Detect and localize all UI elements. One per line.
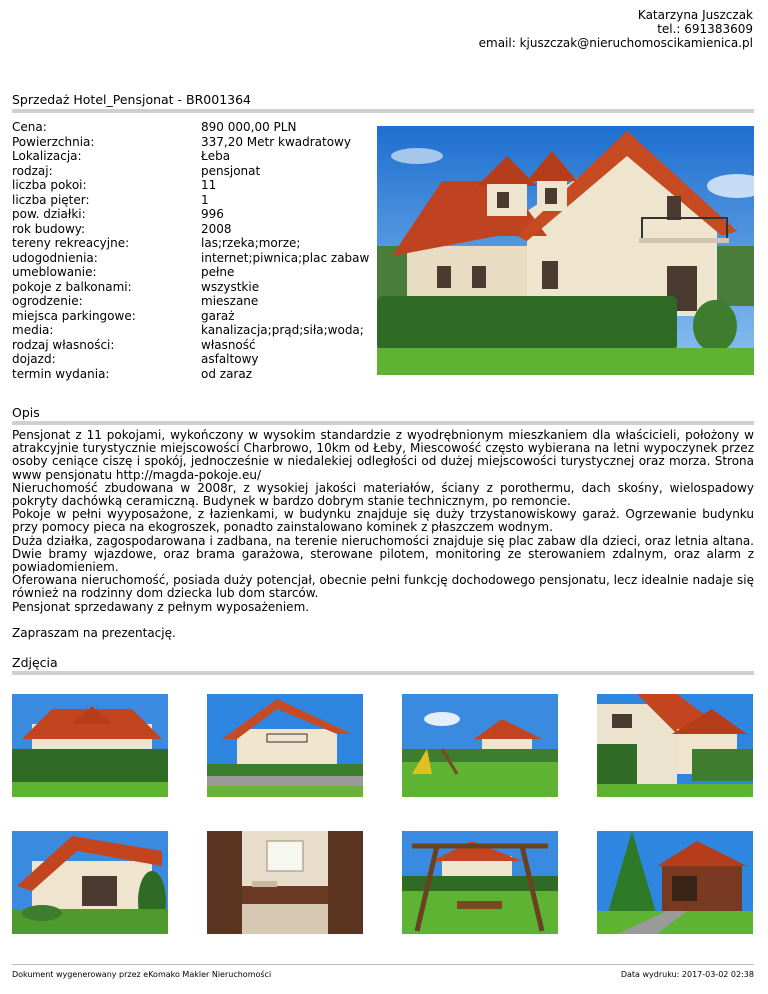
description-divider [12,421,754,425]
playground-image [402,694,558,797]
main-photo [377,126,754,375]
detail-label: rok budowy: [12,221,86,236]
footer-divider [12,964,754,965]
description-body [12,429,754,640]
detail-value: mieszane [201,294,259,308]
detail-label: Powierzchnia: [12,134,95,149]
detail-label: miejsca parkingowe: [12,308,136,323]
detail-label: umeblowanie: [12,265,97,279]
garden-swing-image [402,831,558,934]
detail-row [12,207,377,222]
detail-value: kanalizacja;prąd;siła;woda; [201,323,364,337]
photo-thumbnail[interactable] [12,831,168,934]
house-facade-image [207,694,363,797]
detail-row [12,280,377,295]
description-paragraph: Pensjonat sprzedawany z pełnym wyposażeniem. [12,599,310,614]
detail-row [12,164,377,179]
detail-label: liczba pięter: [12,192,90,207]
detail-row [12,309,377,324]
description-paragraph: Oferowana nieruchomość, posiada duży potencjał, obecnie pełni funkcję dochodowego pensjonatu, lecz idealnie nadaje się również na rodzinny dom dziecka lub dom starców. [12,573,754,601]
description-paragraph: Pokoje w pełni wyyposażone, z łazienkami, w budynku znajduje się duży trzystanowiskowy garaż. Ogrzewanie budynku przy pomocy pieca na ekogroszek, ponadto zainstalowano kominek z płaszczem wodnym. [12,507,754,535]
detail-label: rodzaj: [12,163,53,178]
detail-row [12,236,377,251]
detail-value: pełne [201,265,235,279]
listing-details [12,120,377,381]
detail-label: tereny rekreacyjne: [12,236,130,250]
detail-value: Łeba [201,149,231,163]
detail-label: pow. działki: [12,207,86,221]
footer-print-date: Data wydruku: 2017-03-02 02:38 [620,970,754,979]
agent-contact [479,8,753,50]
house-front-image [12,694,168,797]
description-paragraph: Duża działka, zagospodarowana i zadbana, na terenie nieruchomości znajduje się plac zabaw dla dzieci, oraz letnia altana. Dwie bramy wjazdowe, oraz brama garażowa, sterowane pilotem, monitoring ze sterowaniem zdalnym, oraz alarm z powiadomieniem. [12,533,754,575]
house-photo-image [377,126,754,375]
house-garden-image [12,831,168,934]
photo-thumbnail[interactable] [402,831,558,934]
photo-thumbnail[interactable] [207,831,363,934]
detail-row [12,178,377,193]
detail-value: 2008 [201,221,232,236]
listing-title: Sprzedaż Hotel_Pensjonat - BR001364 [12,92,252,107]
detail-row [12,352,377,367]
detail-row [12,149,377,164]
photos-title: Zdjęcia [12,655,58,670]
agent-email: email: kjuszczak@nieruchomoscikamienica.pl [478,36,753,50]
kitchen-image [207,831,363,934]
detail-label: pokoje z balkonami: [12,279,132,294]
photos-divider [12,671,754,675]
photo-thumbnail[interactable] [597,694,753,797]
detail-value: internet;piwnica;plac zabaw [201,250,370,265]
detail-row [12,251,377,266]
photo-thumbnail[interactable] [207,694,363,797]
detail-row [12,193,377,208]
detail-value: asfaltowy [201,352,259,366]
detail-label: Cena: [12,120,47,134]
footer-generated-by: Dokument wygenerowany przez eKomako Makler Nieruchomości [12,970,272,979]
detail-value: własność [201,337,256,352]
detail-value: 337,20 Metr kwadratowy [201,134,351,149]
detail-value: 11 [201,178,217,192]
detail-label: media: [12,323,54,337]
detail-value: 890 000,00 PLN [201,120,297,134]
detail-row [12,222,377,237]
description-closing: Zapraszam na prezentację. [12,625,176,640]
description-paragraph: Pensjonat z 11 pokojami, wykończony w wysokim standardzie z wyodrębnionym mieszkaniem dla właścicieli, położony w atrakcyjnie turystycznie miejscowości Charbrowo, 10km od Łeby, Miescowość często wybierana na letni wypoczynek przez osoby ceniące ciszę i spokój, jednocześnie w niedalekiej odległości od dużej miejscowości turystycznej oraz morza. Strona www pensjonatu http://magda-pokoje.eu/ [12,428,754,482]
detail-label: termin wydania: [12,366,110,381]
detail-label: rodzaj własności: [12,337,115,352]
photo-thumbnail[interactable] [12,694,168,797]
detail-row [12,265,377,280]
detail-label: udogodnienia: [12,250,98,265]
detail-row [12,120,377,135]
detail-label: ogrodzenie: [12,294,83,308]
agent-name: Katarzyna Juszczak [637,8,753,22]
garden-gazebo-image [597,831,753,934]
detail-row [12,294,377,309]
detail-row [12,323,377,338]
photo-gallery [12,694,754,934]
photo-thumbnail[interactable] [597,831,753,934]
detail-row [12,135,377,150]
detail-value: 1 [201,192,209,207]
detail-value: garaż [201,308,235,323]
detail-label: dojazd: [12,352,56,366]
title-divider [12,109,754,113]
detail-label: Lokalizacja: [12,149,82,163]
detail-label: liczba pokoi: [12,178,87,192]
detail-value: od zaraz [201,366,253,381]
detail-row [12,367,377,382]
house-corner-image [597,694,753,797]
photo-thumbnail[interactable] [402,694,558,797]
description-title: Opis [12,405,40,420]
description-paragraph: Nieruchomość zbudowana w 2008r, z wysokiej jakości materiałów, ściany z porothermu, dach skośny, wielospadowy pokryty dachówką ceramiczną. Budynek w bardzo dobrym stanie technicznym, po remoncie. [12,480,754,509]
detail-value: las;rzeka;morze; [201,236,301,250]
agent-phone: tel.: 691383609 [657,22,753,36]
detail-value: wszystkie [201,279,260,294]
detail-row [12,338,377,353]
detail-value: pensjonat [201,163,261,178]
detail-value: 996 [201,207,224,221]
